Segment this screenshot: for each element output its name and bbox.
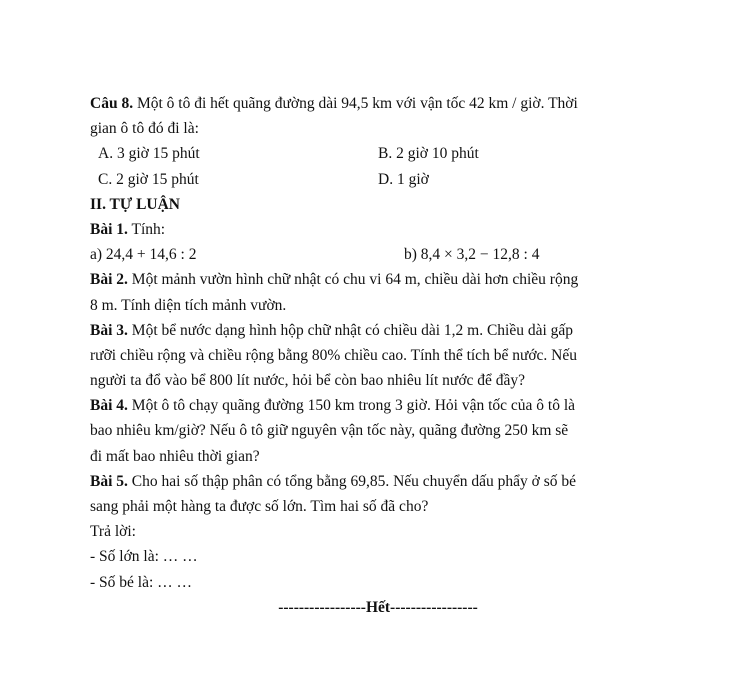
bai-2-line-1 (90, 267, 660, 292)
bai-1-expressions (90, 242, 660, 267)
bai-2-line-2: 8 m. Tính diện tích mảnh vườn. (90, 296, 287, 314)
question-8-label: Câu 8. (90, 95, 134, 112)
bai-4-line-3: đi mất bao nhiêu thời gian? (90, 447, 260, 465)
bai-5-label: Bài 5. (90, 472, 128, 490)
bai-3-line-1 (90, 318, 660, 343)
bai-5-answer-big: - Số lớn là: … … (90, 548, 198, 566)
option-d: D. 1 giờ (378, 170, 429, 188)
question-8-line-1 (90, 91, 660, 116)
bai-1-expression-b: b) 8,4 × 3,2 − 12,8 : 4 (404, 246, 540, 264)
bai-1-heading (90, 217, 660, 242)
bai-1-text: Tính: (127, 220, 166, 238)
bai-3-line-2: rưỡi chiều rộng và chiều rộng bằng 80% chiều cao. Tính thể tích bể nước. Nếu (90, 346, 577, 364)
question-8-line-2: gian ô tô đó đi là: (90, 120, 199, 138)
bai-5-answer-small: - Số bé là: … … (90, 573, 193, 591)
bai-4-line-1 (90, 393, 660, 418)
bai-5-text-1: Cho hai số thập phân có tổng bằng 69,85. Nếu chuyển dấu phẩy ở số bé (127, 472, 577, 490)
bai-4-line-2: bao nhiêu km/giờ? Nếu ô tô giữ nguyên vận tốc này, quãng đường 250 km sẽ (90, 422, 569, 440)
question-8-options-row-2 (90, 167, 660, 192)
question-8-options-row-1 (90, 141, 660, 166)
bai-3-line-3: người ta đổ vào bể 800 lít nước, hỏi bể còn bao nhiêu lít nước để đầy? (90, 372, 526, 390)
question-8-text-1: Một ô tô đi hết quãng đường dài 94,5 km với vận tốc 42 km / giờ. Thời (133, 95, 578, 112)
bai-1-expression-a: a) 24,4 + 14,6 : 2 (90, 246, 197, 264)
bai-3-text-1: Một bể nước dạng hình hộp chữ nhật có chiều dài 1,2 m. Chiều dài gấp (127, 321, 574, 339)
bai-5-line-1 (90, 469, 660, 494)
bai-2-text-1: Một mảnh vườn hình chữ nhật có chu vi 64 m, chiều dài hơn chiều rộng (127, 271, 579, 289)
option-b: B. 2 giờ 10 phút (378, 145, 479, 163)
option-c: C. 2 giờ 15 phút (98, 170, 199, 188)
section-2-title: II. TỰ LUẬN (90, 195, 181, 213)
document-page (90, 91, 660, 620)
bai-4-label: Bài 4. (90, 397, 128, 415)
end-marker: -----------------Hết----------------- (278, 598, 478, 616)
bai-4-text-1: Một ô tô chạy quãng đường 150 km trong 3 giờ. Hỏi vận tốc của ô tô là (127, 397, 576, 415)
bai-3-label: Bài 3. (90, 321, 128, 339)
bai-5-answer-label: Trả lời: (90, 523, 136, 541)
bai-2-label: Bài 2. (90, 271, 128, 289)
option-a: A. 3 giờ 15 phút (98, 145, 200, 163)
bai-1-label: Bài 1. (90, 220, 128, 238)
bai-5-line-2: sang phải một hàng ta được số lớn. Tìm hai số đã cho? (90, 498, 429, 515)
